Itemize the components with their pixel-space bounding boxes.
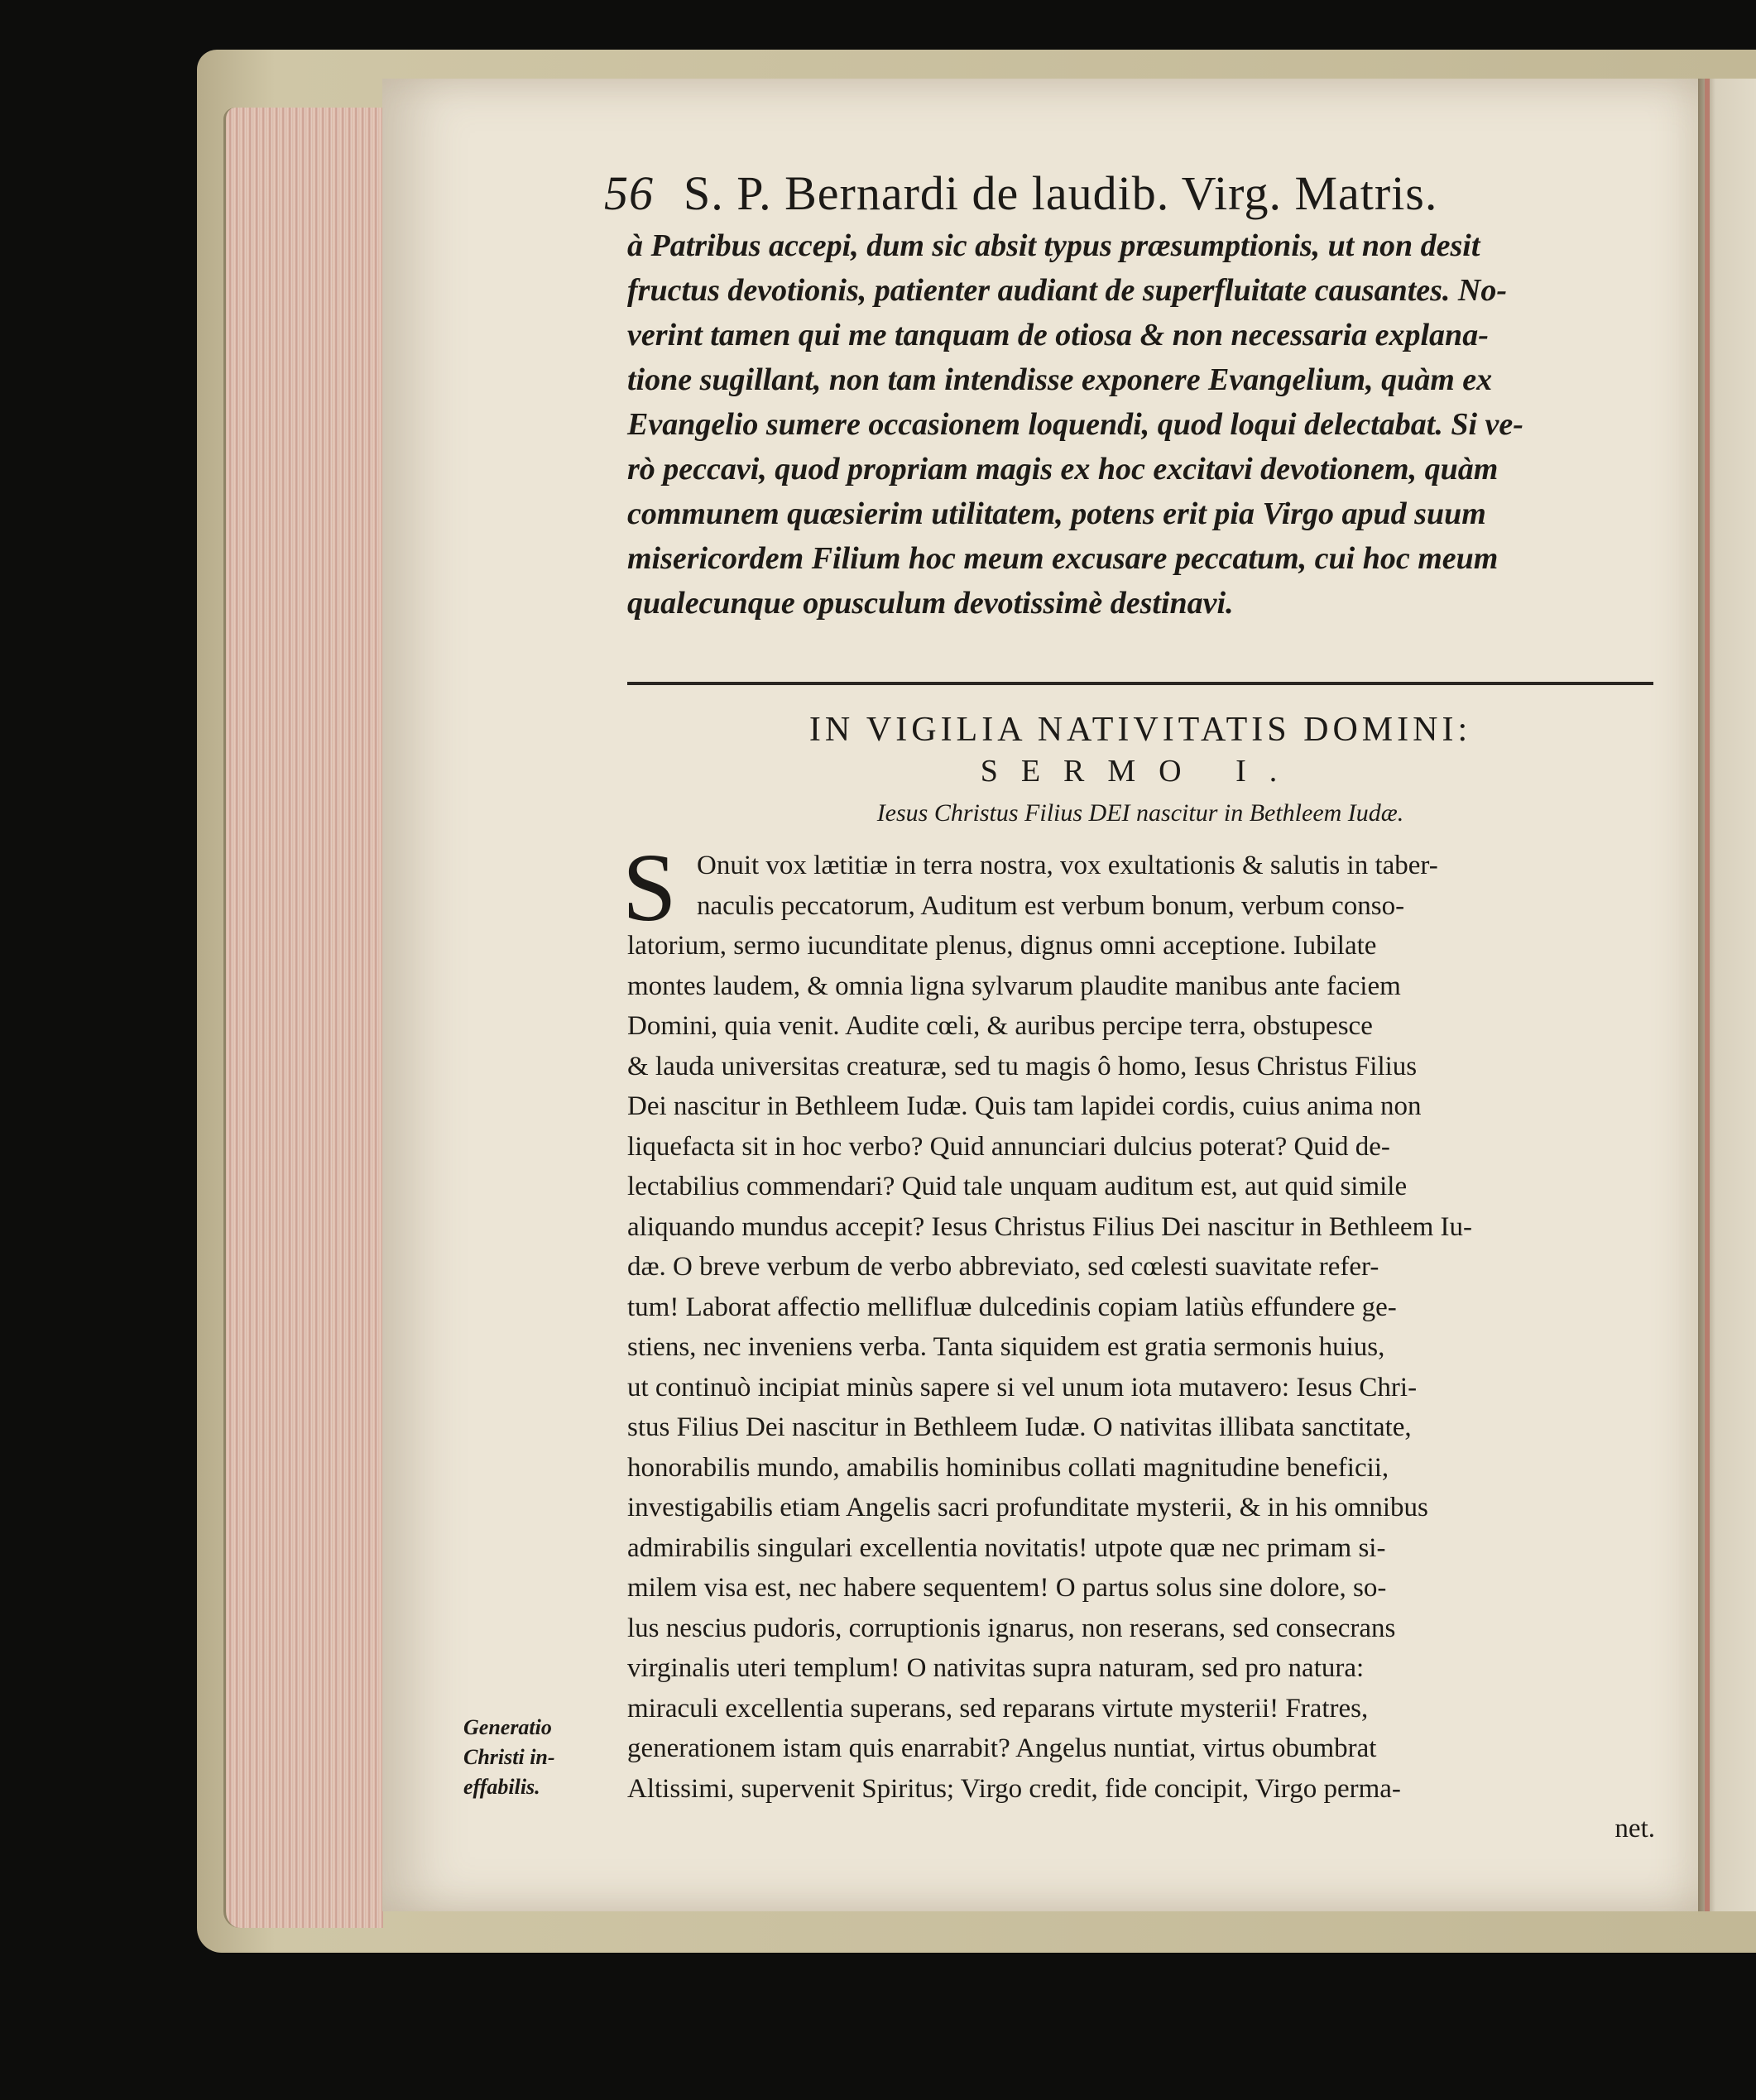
- body-line: dæ. O breve verbum de verbo abbreviato, sed cœlesti suavitate refer-: [627, 1252, 1379, 1282]
- running-title: S. P. Bernardi de laudib. Virg. Matris.: [684, 166, 1438, 220]
- preface-line: communem quæsierim utilitatem, potens erit pia Virgo apud suum: [627, 496, 1486, 531]
- body-line: & lauda universitas creaturæ, sed tu magis ô homo, Iesus Christus Filius: [627, 1051, 1418, 1081]
- marginal-note: [463, 1713, 612, 1802]
- body-line: Altissimi, supervenit Spiritus; Virgo credit, fide concipit, Virgo perma-: [627, 1773, 1401, 1804]
- preface-line: tione sugillant, non tam intendisse exponere Evangelium, quàm ex: [627, 362, 1493, 397]
- body-line: investigabilis etiam Angelis sacri profunditate mysterii, & in his omnibus: [627, 1493, 1428, 1522]
- section-rule: [627, 682, 1653, 685]
- body-line: generationem istam quis enarrabit? Angelus nuntiat, virtus obumbrat: [627, 1733, 1377, 1763]
- preface-line: misericordem Filium hoc meum excusare peccatum, cui hoc meum: [627, 541, 1499, 576]
- preface-line: rò peccavi, quod propriam magis ex hoc excitavi devotionem, quàm: [627, 452, 1499, 487]
- drop-cap: S: [622, 833, 677, 942]
- sermon-theme: Iesus Christus Filius DEI nascitur in Bethleem Iudæ.: [876, 799, 1404, 827]
- body-line: liquefacta sit in hoc verbo? Quid annunciari dulcius poterat? Quid de-: [627, 1131, 1390, 1162]
- body-line: lectabilius commendari? Quid tale unquam auditum est, aut quid simile: [627, 1172, 1408, 1201]
- preface-line: verint tamen qui me tanquam de otiosa & non necessaria explana-: [627, 318, 1489, 352]
- body-line: miraculi excellentia superans, sed reparans virtute mysterii! Fratres,: [627, 1693, 1369, 1724]
- body-line: lus nescius pudoris, corruptionis ignarus, non reserans, sed consecrans: [627, 1613, 1396, 1643]
- body-line: stus Filius Dei nascitur in Bethleem Iudæ. O nativitas illibata sanctitate,: [627, 1412, 1412, 1442]
- body-line: naculis peccatorum, Auditum est verbum bonum, verbum conso-: [697, 890, 1405, 921]
- page-number: 56: [604, 166, 654, 220]
- preface-paragraph: [627, 223, 1653, 626]
- body-line: virginalis uteri templum! O nativitas supra naturam, sed pro natura:: [627, 1653, 1365, 1683]
- running-head: [604, 165, 1680, 221]
- preface-line: Evangelio sumere occasionem loquendi, quod loqui delectabat. Si ve-: [627, 407, 1523, 442]
- marginal-line: effabilis.: [463, 1775, 540, 1799]
- sermon-body: [627, 846, 1655, 1849]
- marginal-line: Christi in-: [463, 1745, 555, 1769]
- body-line: Onuit vox lætitiæ in terra nostra, vox exultationis & salutis in taber-: [697, 851, 1438, 880]
- body-line: montes laudem, & omnia ligna sylvarum plaudite manibus ante faciem: [627, 971, 1401, 1001]
- preface-line: à Patribus accepi, dum sic absit typus præsumptionis, ut non desit: [627, 228, 1480, 263]
- sermon-label: SERMO I.: [980, 754, 1301, 789]
- body-line: stiens, nec inveniens verba. Tanta siquidem est gratia sermonis huius,: [627, 1332, 1385, 1362]
- page-edges: [223, 108, 383, 1928]
- body-line: tum! Laborat affectio mellifluæ dulcedinis copiam latiùs effundere ge-: [627, 1292, 1397, 1322]
- preface-line: fructus devotionis, patienter audiant de superfluitate causantes. No-: [627, 273, 1508, 308]
- body-line: latorium, sermo iucunditate plenus, dignus omni acceptione. Iubilate: [627, 931, 1377, 961]
- body-line: milem visa est, nec habere sequentem! O partus solus sine dolore, so-: [627, 1573, 1387, 1603]
- catchword: net.: [1614, 1814, 1655, 1843]
- body-line: ut continuò incipiat minùs sapere si vel unum iota mutavero: Iesus Chri-: [627, 1372, 1418, 1402]
- sermon-heading: IN VIGILIA NATIVITATIS DOMINI:: [808, 711, 1472, 749]
- body-line: Domini, quia venit. Audite cœli, & auribus percipe terra, obstupesce: [627, 1011, 1373, 1041]
- body-line: admirabilis singulari excellentia novitatis! utpote quæ nec primam si-: [627, 1532, 1386, 1563]
- preface-line: qualecunque opusculum devotissimè destinavi.: [627, 586, 1234, 621]
- marginal-line: Generatio: [463, 1715, 552, 1739]
- gutter: [1705, 79, 1710, 1911]
- body-line: aliquando mundus accepit? Iesus Christus Filius Dei nascitur in Bethleem Iu-: [627, 1211, 1472, 1242]
- body-line: honorabilis mundo, amabilis hominibus collati magnitudine beneficii,: [627, 1452, 1389, 1483]
- body-line: Dei nascitur in Bethleem Iudæ. Quis tam lapidei cordis, cuius anima non: [627, 1091, 1422, 1121]
